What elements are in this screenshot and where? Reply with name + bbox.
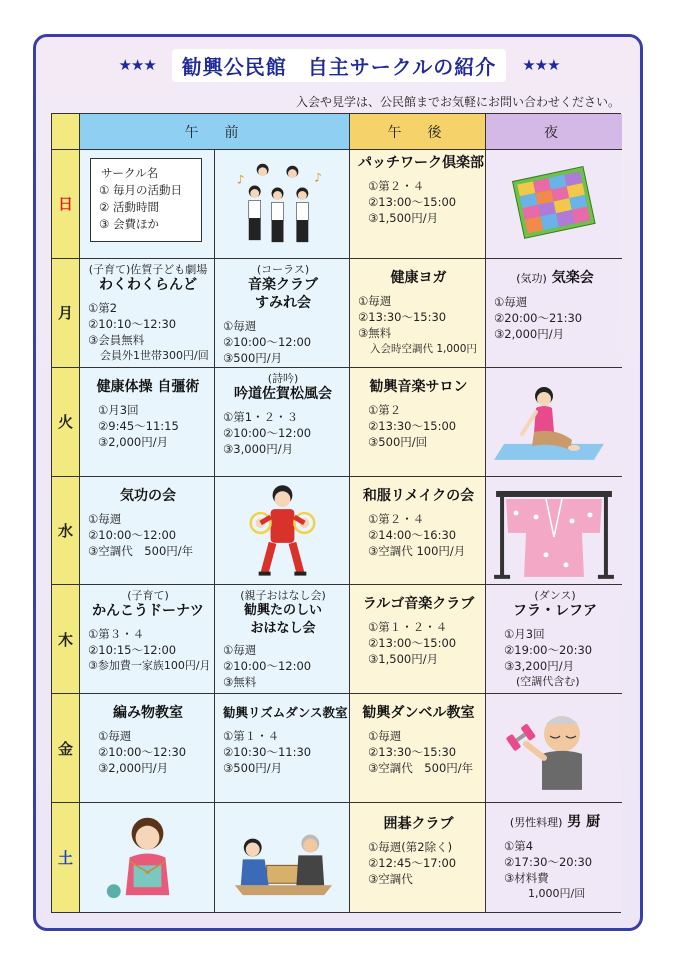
- activity-time: ②13:30～15:30: [358, 309, 447, 324]
- circle-details: [223, 318, 343, 366]
- fee: ③空調代 500円/年: [368, 761, 474, 776]
- circle-music-salon: [350, 368, 486, 477]
- activity-days: ①第２・４: [368, 179, 425, 193]
- circle-name: 勧興リズムダンス教室: [223, 705, 348, 721]
- fee: ③500円/回: [368, 434, 428, 449]
- circle-largo: [350, 585, 486, 694]
- yoga-illustration: [486, 368, 622, 477]
- circle-health-yoga: [350, 259, 486, 368]
- activity-days: ①毎週: [223, 318, 257, 333]
- circle-name: 勧興音楽サロン: [369, 378, 468, 395]
- circle-name: 気功の会: [120, 487, 176, 504]
- circle-danchu: [486, 803, 622, 912]
- music-note-icon: [237, 173, 245, 187]
- day-wednesday: 水: [52, 477, 80, 586]
- legend-item-3: ③ 会費ほか: [99, 217, 159, 231]
- activity-time: ②14:00～16:30: [368, 527, 457, 542]
- fee: ③500円/月: [223, 350, 283, 365]
- activity-time: ②10:10～12:30: [88, 316, 177, 331]
- fee: ③500円/月: [223, 761, 283, 776]
- circle-name: 編み物教室: [113, 705, 183, 722]
- fee: ③空調代 100円/月: [368, 543, 466, 558]
- activity-time: ②12:45～17:00: [368, 856, 457, 871]
- circle-name: 健康体操 自彊術: [96, 378, 200, 395]
- activity-days: ①月3回: [504, 627, 545, 642]
- circle-name-line2: おはなし会: [250, 621, 316, 637]
- activity-days: ①毎週: [98, 729, 132, 744]
- circle-details: [358, 728, 479, 776]
- activity-days: ①第4: [504, 839, 534, 854]
- circle-hula-lehua: [486, 585, 622, 694]
- legend-cell: [80, 150, 215, 259]
- circle-details: [358, 402, 479, 450]
- stars-right: ★★★: [522, 56, 560, 74]
- activity-time: ②10:00～12:00: [223, 334, 312, 349]
- header-corner: [52, 114, 80, 150]
- activity-days: ①毎週: [358, 293, 392, 308]
- activity-days: ①毎週: [494, 294, 528, 309]
- activity-days: ①毎週: [88, 511, 122, 526]
- activity-days: ①第1・２・３: [223, 409, 299, 424]
- legend-item-2: ② 活動時間: [99, 200, 159, 214]
- circle-knitting: [80, 694, 215, 803]
- circle-dumbbell: [350, 694, 486, 803]
- fee: ③3,200円/月: [504, 659, 575, 674]
- legend-box: [90, 158, 202, 242]
- circle-category: (コーラス): [256, 262, 310, 276]
- activity-time: ②10:00～12:00: [223, 425, 312, 440]
- circle-kiko: [80, 477, 215, 586]
- fee-note: 入会時空調代 1,000円: [370, 342, 477, 355]
- circle-category: (気功): [516, 271, 547, 285]
- activity-days: ①第２・４: [368, 511, 425, 526]
- circle-details: [358, 839, 479, 887]
- header-night: 夜: [486, 114, 622, 150]
- activity-time: ②13:30～15:30: [368, 745, 457, 760]
- circle-kirakukai: [486, 259, 622, 368]
- circle-name-line2: すみれ会: [255, 294, 311, 311]
- activity-time: ②13:00～15:00: [368, 195, 457, 209]
- title-bar: [50, 48, 628, 82]
- fee: ③会員無料: [88, 332, 145, 347]
- activity-days: ①毎週: [368, 729, 402, 744]
- fee: ③空調代: [368, 872, 413, 887]
- activity-time: ②10:00～12:30: [98, 745, 187, 760]
- activity-time: ②13:30～15:00: [368, 418, 457, 433]
- circle-name: かんこうドーナツ: [92, 603, 204, 620]
- day-saturday: 土: [52, 803, 80, 912]
- circle-name: フラ・レフア: [513, 603, 597, 620]
- knitting-illustration: [80, 803, 215, 912]
- circle-name: 音楽クラブ: [248, 276, 318, 293]
- activity-days: ①第１・４: [223, 729, 280, 744]
- circle-category: (男性料理): [509, 816, 563, 830]
- circle-details: [88, 626, 211, 674]
- circle-details: [88, 511, 208, 559]
- header-morning: 午 前: [80, 114, 350, 150]
- fee-note: 会員外1世帯300円/回: [100, 348, 209, 362]
- fee: ③無料: [223, 675, 257, 690]
- circle-gindo-shofukai: [215, 368, 350, 477]
- circle-category: (詩吟): [267, 371, 299, 385]
- circle-wakuwakuland: [80, 259, 215, 368]
- page-title: 勧興公民館 自主サークルの紹介: [172, 49, 506, 82]
- circle-name: 気楽会: [551, 269, 594, 286]
- circle-name: わくわくらんど: [99, 276, 197, 293]
- activity-days: ①第３・４: [88, 627, 145, 642]
- circle-ohanashi: [215, 585, 350, 694]
- circle-details: [223, 642, 343, 690]
- svg-text:♪: ♪: [236, 172, 245, 187]
- activity-days: ①毎週(第2除く): [368, 840, 453, 855]
- circle-details: [358, 178, 479, 226]
- circle-name: 勧興たのしい: [243, 603, 322, 619]
- activity-time: ②20:00～21:30: [494, 310, 583, 325]
- activity-time: ②19:00～20:30: [504, 643, 593, 658]
- circle-details: [88, 402, 208, 450]
- fee: ③2,000円/月: [98, 434, 169, 449]
- music-note-icon: [314, 171, 322, 185]
- circle-name-row: [494, 813, 616, 832]
- circle-name: パッチワーク倶楽部: [358, 155, 484, 171]
- fee: ③1,500円/月: [368, 652, 439, 667]
- circle-name: ラルゴ音楽クラブ: [362, 596, 475, 613]
- circle-kimono-remake: [350, 477, 486, 586]
- choir-illustration: [215, 150, 350, 259]
- circle-patchwork: [350, 150, 486, 259]
- circle-go-club: [350, 803, 486, 912]
- day-tuesday: 火: [52, 368, 80, 477]
- fee: ③無料: [358, 325, 392, 340]
- circle-rhythm-dance: [215, 694, 350, 803]
- fee: ③材料費: [504, 871, 549, 886]
- day-friday: 金: [52, 694, 80, 803]
- circle-jikyojutsu: [80, 368, 215, 477]
- contact-note: 入会や見学は、公民館までお気軽にお問い合わせください。: [295, 95, 620, 109]
- stars-left: ★★★: [118, 56, 156, 74]
- day-thursday: 木: [52, 585, 80, 694]
- circle-name: 和服リメイクの会: [362, 487, 475, 504]
- fee-note: (空調代含む): [516, 675, 580, 689]
- day-sunday: 日: [52, 150, 80, 259]
- circle-details: [494, 626, 616, 690]
- fee: ③空調代 500円/年: [88, 543, 194, 558]
- circle-details: [358, 293, 479, 357]
- circle-name: 健康ヨガ: [390, 269, 447, 286]
- circle-name: 囲碁クラブ: [383, 816, 454, 833]
- circle-details: [494, 294, 616, 342]
- activity-days: ①第２: [368, 402, 402, 417]
- fee: ③2,000円/月: [494, 326, 565, 341]
- activity-time: ②9:45～11:15: [98, 418, 179, 433]
- circle-category: (子育て): [127, 589, 169, 603]
- activity-time: ②10:30～11:30: [223, 745, 312, 760]
- day-monday: 月: [52, 259, 80, 368]
- circle-details: [223, 409, 343, 457]
- activity-days: ①毎週: [223, 643, 257, 658]
- circle-details: [358, 619, 479, 667]
- circle-name: 男 厨: [567, 814, 601, 831]
- kimono-illustration: [486, 477, 622, 586]
- circle-details: [358, 511, 479, 559]
- circle-category: (ダンス): [534, 589, 576, 603]
- fee: ③1,500円/月: [368, 211, 439, 225]
- activity-time: ②10:00～12:00: [88, 527, 177, 542]
- activity-time: ②17:30～20:30: [504, 855, 593, 870]
- activity-days: ①第１・２・４: [368, 620, 448, 635]
- circle-details: [88, 300, 208, 364]
- circle-details: [223, 728, 343, 776]
- circle-kanko-donuts: [80, 585, 215, 694]
- activity-time: ②10:00～12:00: [223, 659, 312, 674]
- header-afternoon: 午 後: [350, 114, 486, 150]
- fee: ③参加費一家族100円/月: [88, 659, 211, 673]
- circle-name: 勧興ダンベル教室: [362, 705, 475, 722]
- quilt-illustration: [486, 150, 622, 259]
- fee-note: 1,000円/回: [528, 887, 586, 901]
- legend-title: サークル名: [101, 166, 159, 180]
- circle-details: [88, 728, 208, 776]
- qigong-illustration: [215, 477, 350, 586]
- circle-category: (親子おはなし会): [240, 589, 326, 603]
- circle-details: [494, 838, 616, 902]
- circle-music-club-sumire: [215, 259, 350, 368]
- fee: ③2,000円/月: [98, 761, 169, 776]
- svg-text:♪: ♪: [314, 170, 322, 185]
- circle-category: (子育て)佐賀子ども劇場: [88, 262, 208, 276]
- legend-item-1: ① 毎月の活動日: [99, 183, 182, 197]
- activity-time: ②13:00～15:00: [368, 636, 457, 651]
- circle-name-row: [494, 269, 616, 288]
- circle-name: 吟道佐賀松風会: [234, 385, 332, 402]
- dumbbell-illustration: [486, 694, 622, 803]
- activity-time: ②10:15～12:00: [88, 643, 177, 658]
- activity-days: ①月3回: [98, 402, 139, 417]
- go-players-illustration: [215, 803, 350, 912]
- activity-days: ①第2: [88, 300, 118, 315]
- schedule-table: [51, 113, 621, 913]
- fee: ③3,000円/月: [223, 441, 294, 456]
